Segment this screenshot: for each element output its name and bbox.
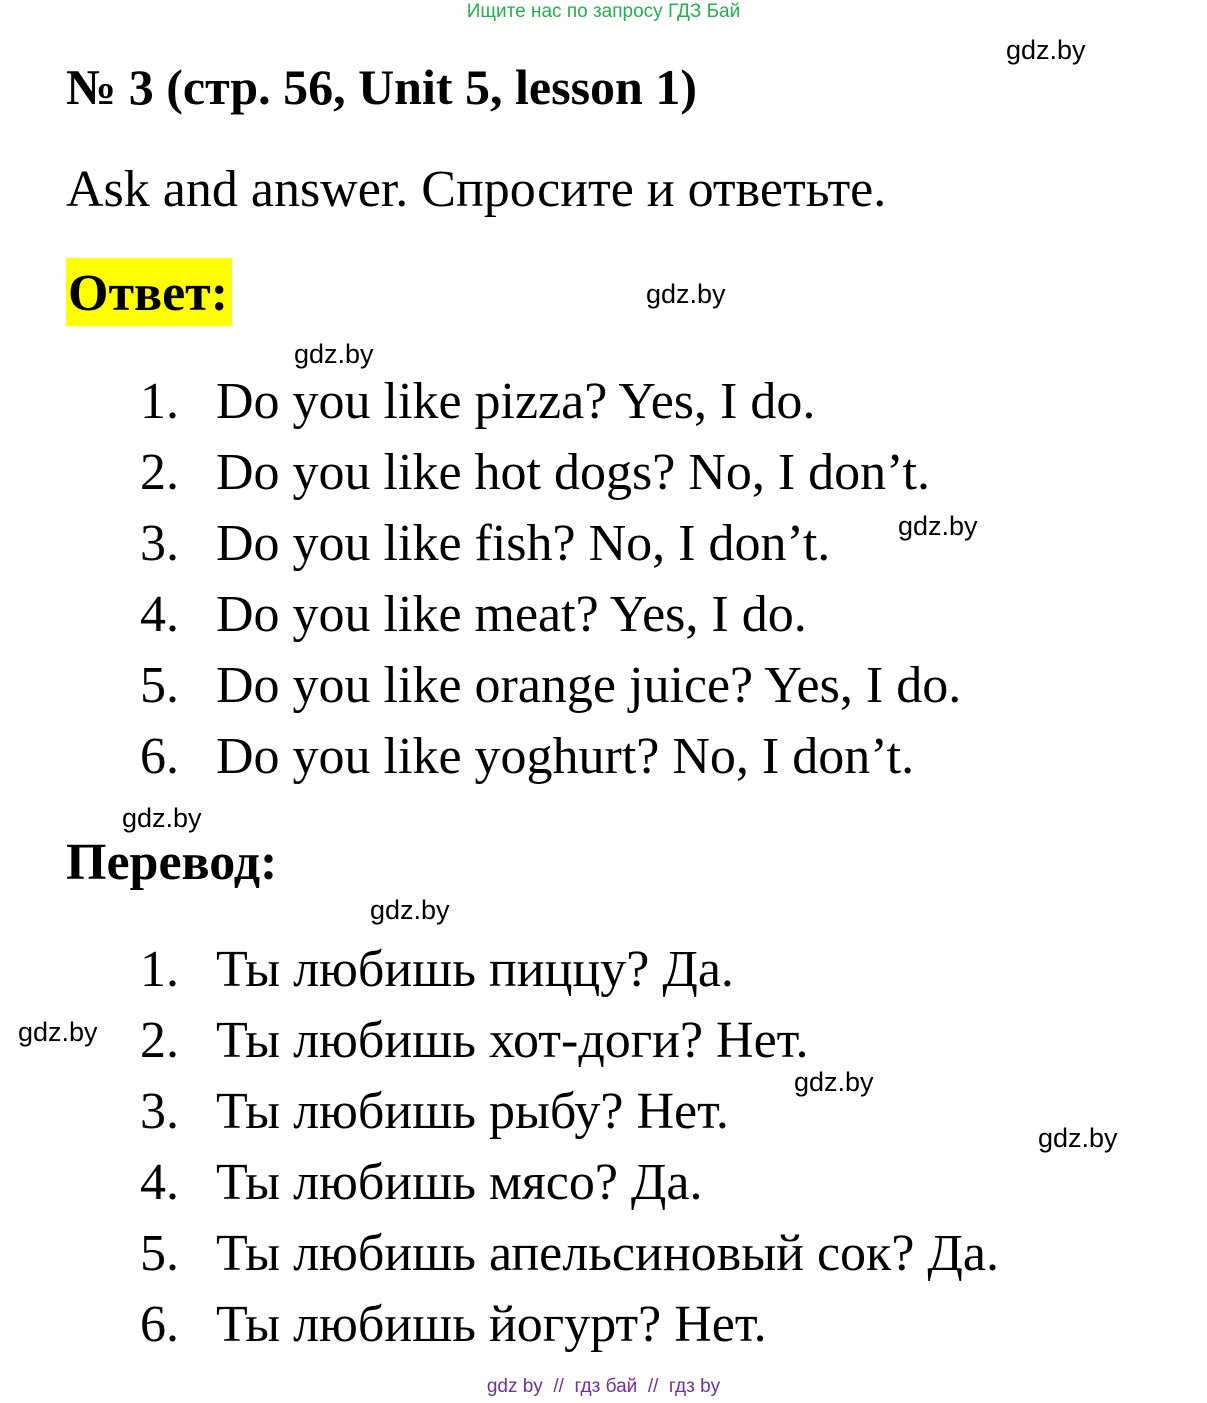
watermark: gdz.by xyxy=(794,1067,874,1097)
watermark: gdz.by xyxy=(18,1017,98,1047)
item-text: Do you like hot dogs? No, I don’t. xyxy=(216,444,930,501)
translation-item xyxy=(140,934,999,1005)
page-title: № 3 (стр. 56, Unit 5, lesson 1) xyxy=(66,59,697,115)
watermark: gdz.by xyxy=(646,279,726,309)
answer-item xyxy=(140,508,961,579)
item-number: 6. xyxy=(140,1296,179,1353)
item-text: Ты любишь йогурт? Нет. xyxy=(216,1296,767,1353)
translation-list xyxy=(140,934,999,1360)
watermark: gdz.by xyxy=(122,803,202,833)
item-text: Ты любишь мясо? Да. xyxy=(216,1154,703,1211)
item-number: 1. xyxy=(140,941,179,998)
item-text: Do you like fish? No, I don’t. xyxy=(216,515,831,572)
watermark: gdz.by xyxy=(370,895,450,925)
item-number: 2. xyxy=(140,1012,179,1069)
item-number: 3. xyxy=(140,515,179,572)
item-number: 6. xyxy=(140,728,179,785)
footer-links[interactable]: gdz by // гдз бай // гдз by xyxy=(486,1376,721,1397)
answer-list xyxy=(140,366,961,792)
task-instruction: Ask and answer. Спросите и ответьте. xyxy=(66,161,887,218)
translation-item xyxy=(140,1147,999,1218)
translation-item xyxy=(140,1289,999,1360)
answer-item xyxy=(140,579,961,650)
item-text: Ты любишь рыбу? Нет. xyxy=(216,1083,729,1140)
item-text: Ты любишь пиццу? Да. xyxy=(216,941,734,998)
item-text: Do you like orange juice? Yes, I do. xyxy=(216,657,962,714)
answer-heading: Ответ: xyxy=(66,258,232,326)
item-text: Do you like yoghurt? No, I don’t. xyxy=(216,728,915,785)
translation-item xyxy=(140,1218,999,1289)
item-number: 2. xyxy=(140,444,179,501)
item-number: 5. xyxy=(140,657,179,714)
item-text: Do you like meat? Yes, I do. xyxy=(216,586,807,643)
watermark: gdz.by xyxy=(1038,1123,1118,1153)
watermark: gdz.by xyxy=(1006,35,1086,65)
answer-item xyxy=(140,366,961,437)
item-text: Ты любишь хот-доги? Нет. xyxy=(216,1012,809,1069)
watermark: gdz.by xyxy=(898,511,978,541)
top-search-hint[interactable]: Ищите нас по запросу ГДЗ Бай xyxy=(466,1,741,22)
item-number: 4. xyxy=(140,586,179,643)
answer-item xyxy=(140,721,961,792)
item-text: Do you like pizza? Yes, I do. xyxy=(216,373,816,430)
item-number: 5. xyxy=(140,1225,179,1282)
item-text: Ты любишь апельсиновый сок? Да. xyxy=(216,1225,999,1282)
answer-item xyxy=(140,437,961,508)
item-number: 1. xyxy=(140,373,179,430)
translation-heading: Перевод: xyxy=(66,834,278,891)
answer-item xyxy=(140,650,961,721)
watermark: gdz.by xyxy=(294,339,374,369)
item-number: 3. xyxy=(140,1083,179,1140)
item-number: 4. xyxy=(140,1154,179,1211)
